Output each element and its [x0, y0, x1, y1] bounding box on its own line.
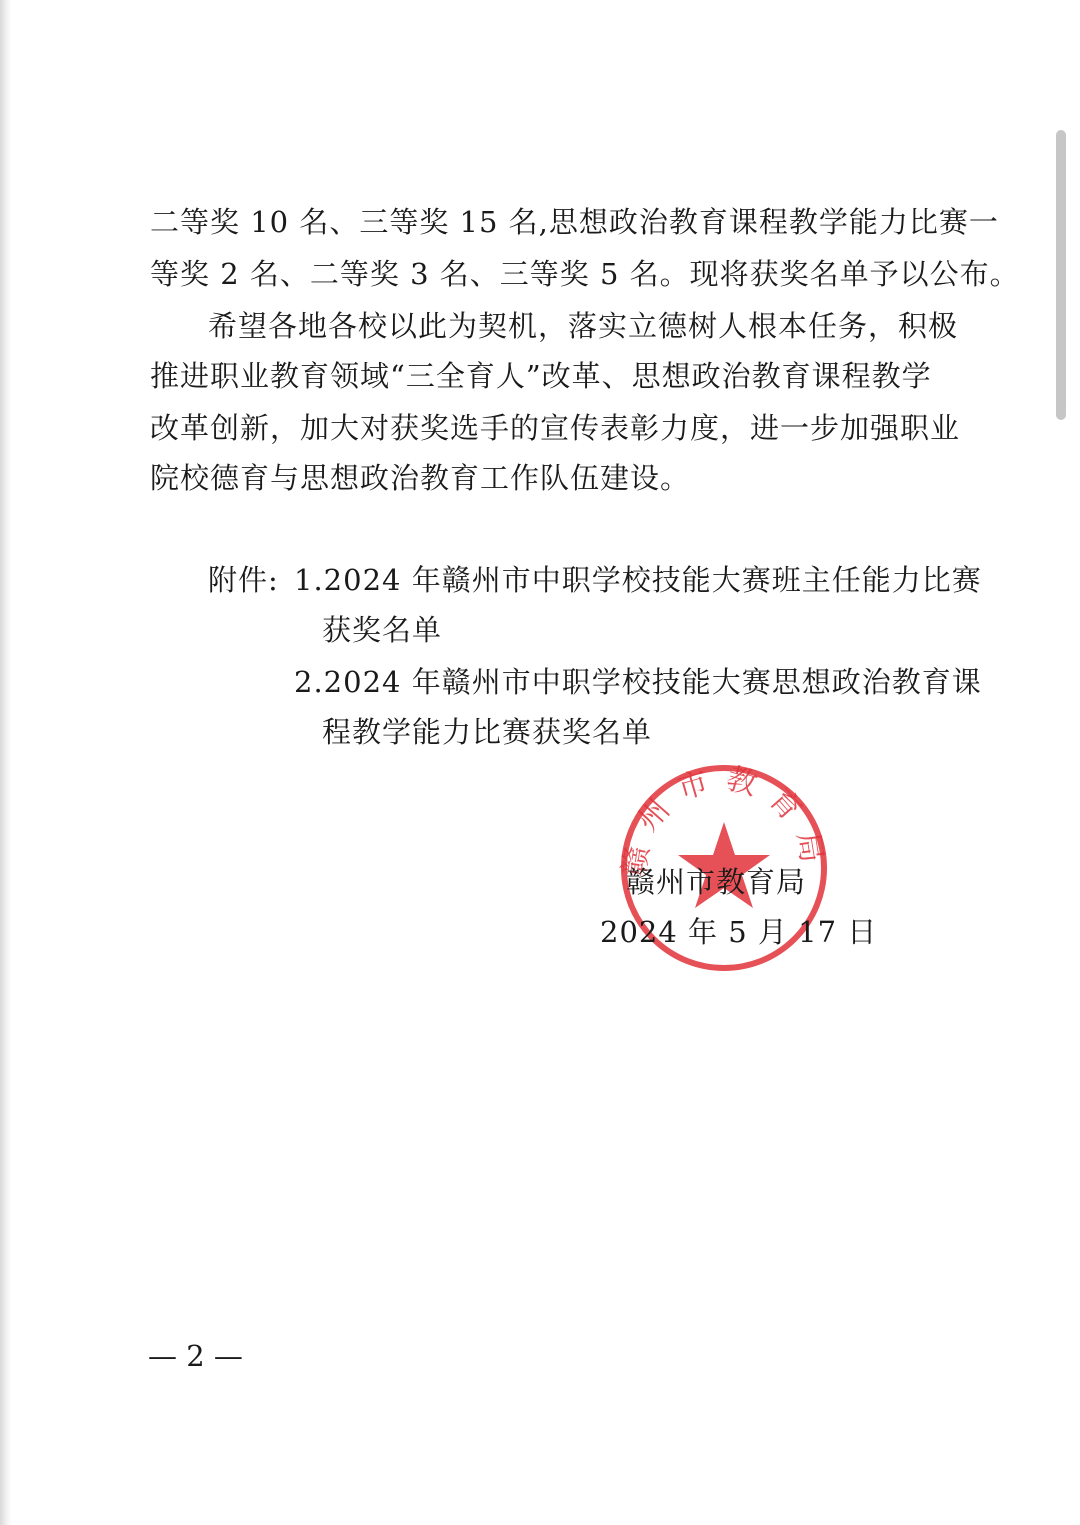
issue-date: 2024 年 5 月 17 日	[600, 915, 878, 949]
attachment-item-2: 2.2024 年赣州市中职学校技能大赛思想政治教育课	[294, 665, 982, 699]
issuing-organization: 赣州市教育局	[626, 865, 807, 899]
body-line: 院校德育与思想政治教育工作队伍建设。	[150, 461, 691, 495]
scan-edge-shadow	[0, 0, 12, 1525]
page-number: — 2 —	[148, 1339, 243, 1373]
scrollbar-thumb[interactable]	[1056, 130, 1066, 420]
seal-text: 赣州市教育局	[616, 761, 832, 879]
attachment-item-1: 1.2024 年赣州市中职学校技能大赛班主任能力比赛	[294, 563, 982, 597]
body-line: 二等奖 10 名、三等奖 15 名,思想政治教育课程教学能力比赛一	[150, 205, 999, 239]
attachment-item-2-cont: 程教学能力比赛获奖名单	[322, 715, 653, 749]
attachment-label: 附件:	[208, 563, 279, 597]
attachment-item-1-cont: 获奖名单	[322, 613, 443, 647]
body-line: 推进职业教育领域“三全育人”改革、思想政治教育课程教学	[150, 359, 932, 393]
body-line: 等奖 2 名、二等奖 3 名、三等奖 5 名。现将获奖名单予以公布。	[150, 257, 1020, 291]
body-line: 希望各地各校以此为契机，落实立德树人根本任务，积极	[208, 309, 959, 343]
body-line: 改革创新，加大对获奖选手的宣传表彰力度，进一步加强职业	[150, 411, 961, 445]
